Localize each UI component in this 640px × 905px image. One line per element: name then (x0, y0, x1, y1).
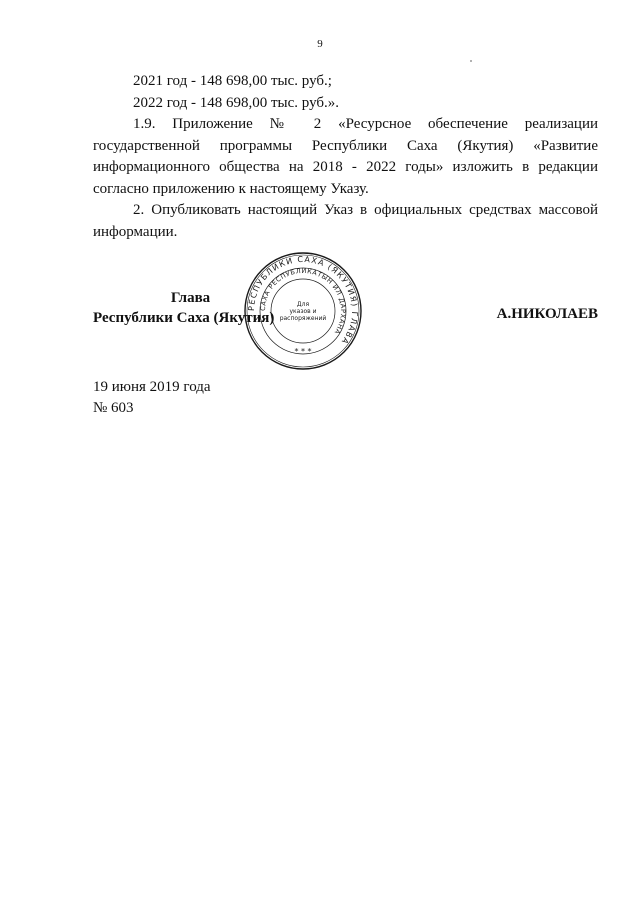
page-number: 9 (317, 38, 323, 50)
seal-outer-text: РЕСПУБЛИКИ САХА (ЯКУТИЯ) ГЛАВА (246, 254, 360, 347)
official-seal-stamp (242, 250, 364, 372)
seal-graphic (242, 250, 364, 372)
scan-artifact-dot (470, 60, 472, 62)
seal-inner-text: САХА РЕСПУБЛИКАТЫН ИЛ ДАРХАНА (258, 266, 348, 336)
signatory-title-line2: Республики Саха (Якутия) (93, 310, 275, 326)
seal-stars: * * * (294, 347, 312, 356)
clause-2: 2. Опубликовать настоящий Указ в официальных средствах массовой информации. (93, 202, 598, 240)
clause-1-9: 1.9. Приложение № 2 «Ресурсное обеспечение реализации государственной программы Республики Саха (Якутия) «Развитие информационного общества на 2018 - 2022 годы» изложить в редакции согласно приложению к настоящему Указу. (93, 116, 598, 197)
signatory-name: А.НИКОЛАЕВ (496, 306, 598, 322)
seal-center-line1: Для (296, 301, 310, 308)
decree-number: № 603 (93, 400, 134, 416)
budget-line-2021: 2021 год - 148 698,00 тыс. руб.; (133, 73, 332, 89)
budget-line-2022: 2022 год - 148 698,00 тыс. руб.». (133, 94, 340, 111)
seal-center-line2: указов и (289, 308, 317, 315)
decree-signing-info (93, 377, 211, 419)
decree-body (93, 71, 598, 243)
decree-date: 19 июня 2019 года (93, 379, 211, 395)
signatory-title-line1: Глава (170, 290, 211, 306)
seal-center-line3: распоряжений (279, 315, 327, 322)
